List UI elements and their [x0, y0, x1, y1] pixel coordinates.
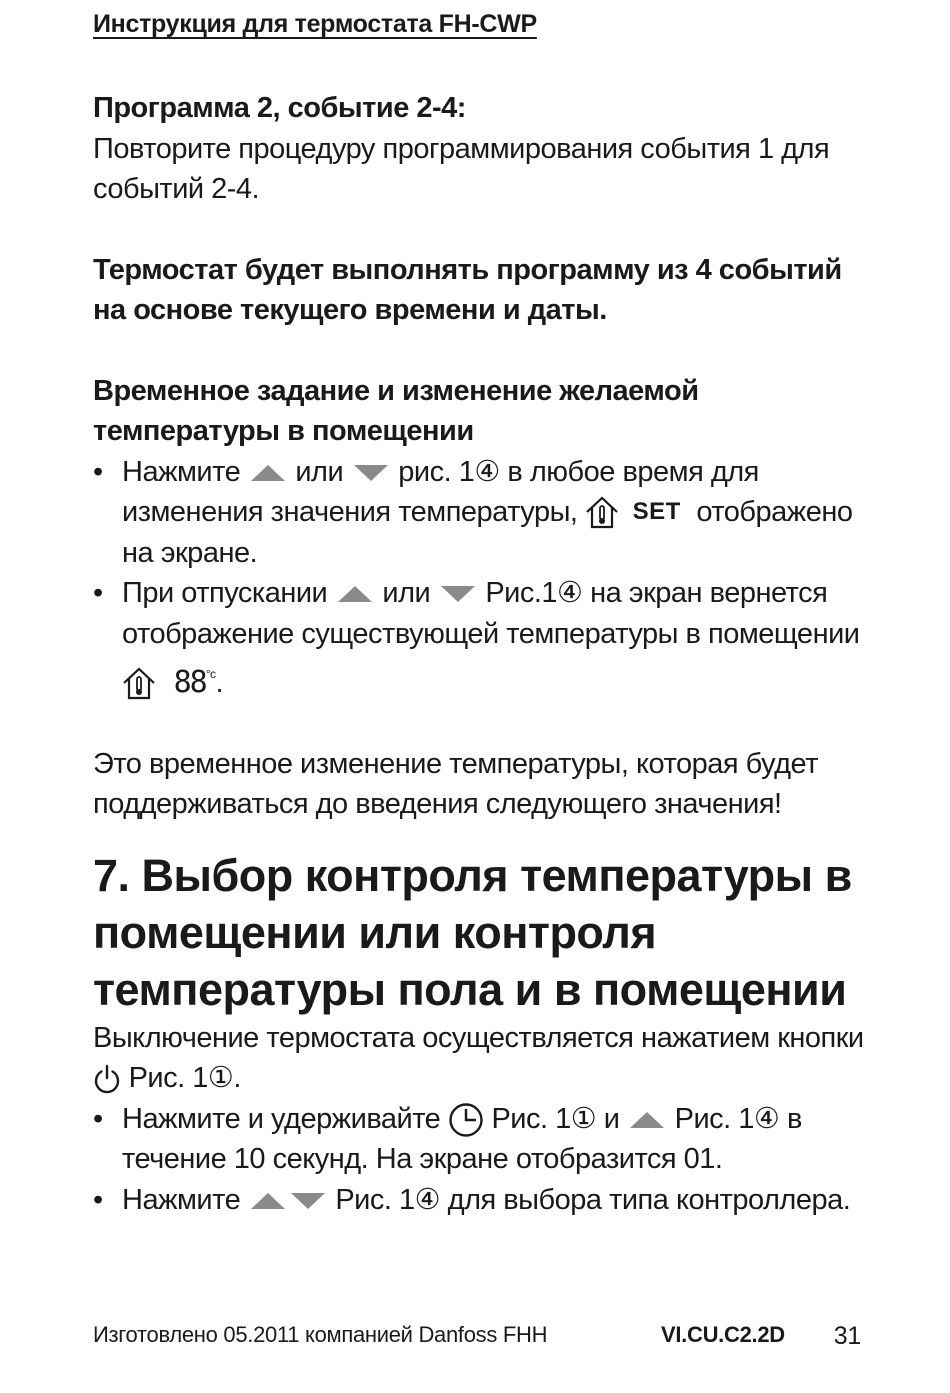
bullet-text: отображено на экране. [122, 496, 853, 569]
section7-intro [93, 1018, 868, 1099]
section7-bullets [93, 1099, 868, 1221]
arrow-up-icon [629, 1111, 665, 1129]
page-footer [93, 1322, 861, 1354]
bullet-text: Рис. 1④ в течение 10 секунд. На экране отобразится 01. [122, 1102, 802, 1175]
arrow-down-icon [440, 585, 476, 603]
arrow-up-icon [250, 464, 286, 482]
program-section-title: Программа 2, событие 2-4: [93, 92, 466, 124]
arrow-down-icon [290, 1192, 326, 1210]
bullet-text: . [215, 667, 224, 699]
footer-code: VI.CU.C2.2D [661, 1322, 785, 1347]
footer-manufacturer: Изготовлено 05.2011 компанией Danfoss FHH [93, 1322, 548, 1347]
bullet-text: Рис.1④ на экран вернется отображение существующей температуры в помещении [122, 577, 860, 650]
intro-text: Рис. 1①. [128, 1062, 241, 1094]
arrow-up-icon [250, 1192, 286, 1210]
bullet-text: рис. 1④ в любое время для изменения значения температуры, [122, 455, 759, 528]
temporary-closing: Это временное изменение температуры, которая будет поддерживаться до введения следующего значения! [93, 747, 818, 820]
bullet-text: Рис. 1④ для выбора типа контроллера. [335, 1183, 851, 1216]
program-note: Термостат будет выполнять программу из 4 событий на основе текущего времени и даты. [93, 253, 842, 326]
house-thermometer-icon [585, 496, 619, 530]
bullet-text: При отпускании [122, 577, 328, 609]
section7-heading: 7. Выбор контроля температуры в помещении или контроля температуры пола и в помещении [93, 849, 852, 1015]
list-item [93, 1180, 868, 1221]
segment-display: 88 [173, 665, 206, 700]
list-item [93, 573, 868, 704]
temperature-unit: °c [205, 667, 216, 681]
arrow-up-icon [337, 585, 373, 603]
temporary-section-title: Временное задание и изменение желаемой температуры в помещении [93, 374, 699, 447]
set-indicator: SET [632, 498, 681, 525]
bullet-text: или [382, 577, 431, 609]
bullet-text: Нажмите и удерживайте [122, 1102, 441, 1135]
page-content [93, 88, 868, 1220]
bullet-text: Рис. 1① и [491, 1102, 620, 1135]
clock-icon [448, 1102, 484, 1138]
list-item [93, 452, 868, 574]
bullet-text: Нажмите [122, 1183, 241, 1216]
house-thermometer-icon [122, 667, 156, 701]
page-number: 31 [833, 1322, 861, 1350]
power-icon [93, 1064, 121, 1094]
temporary-bullets [93, 452, 868, 704]
list-item [93, 1099, 868, 1180]
bullet-text: Нажмите [122, 455, 241, 488]
page-header: Инструкция для термостата FH-CWP [93, 10, 537, 38]
arrow-down-icon [353, 464, 389, 482]
bullet-text: или [295, 455, 344, 488]
intro-text: Выключение термостата осуществляется нажатием кнопки [93, 1021, 864, 1054]
program-section-text: Повторите процедуру программирования события 1 для событий 2-4. [93, 132, 830, 205]
